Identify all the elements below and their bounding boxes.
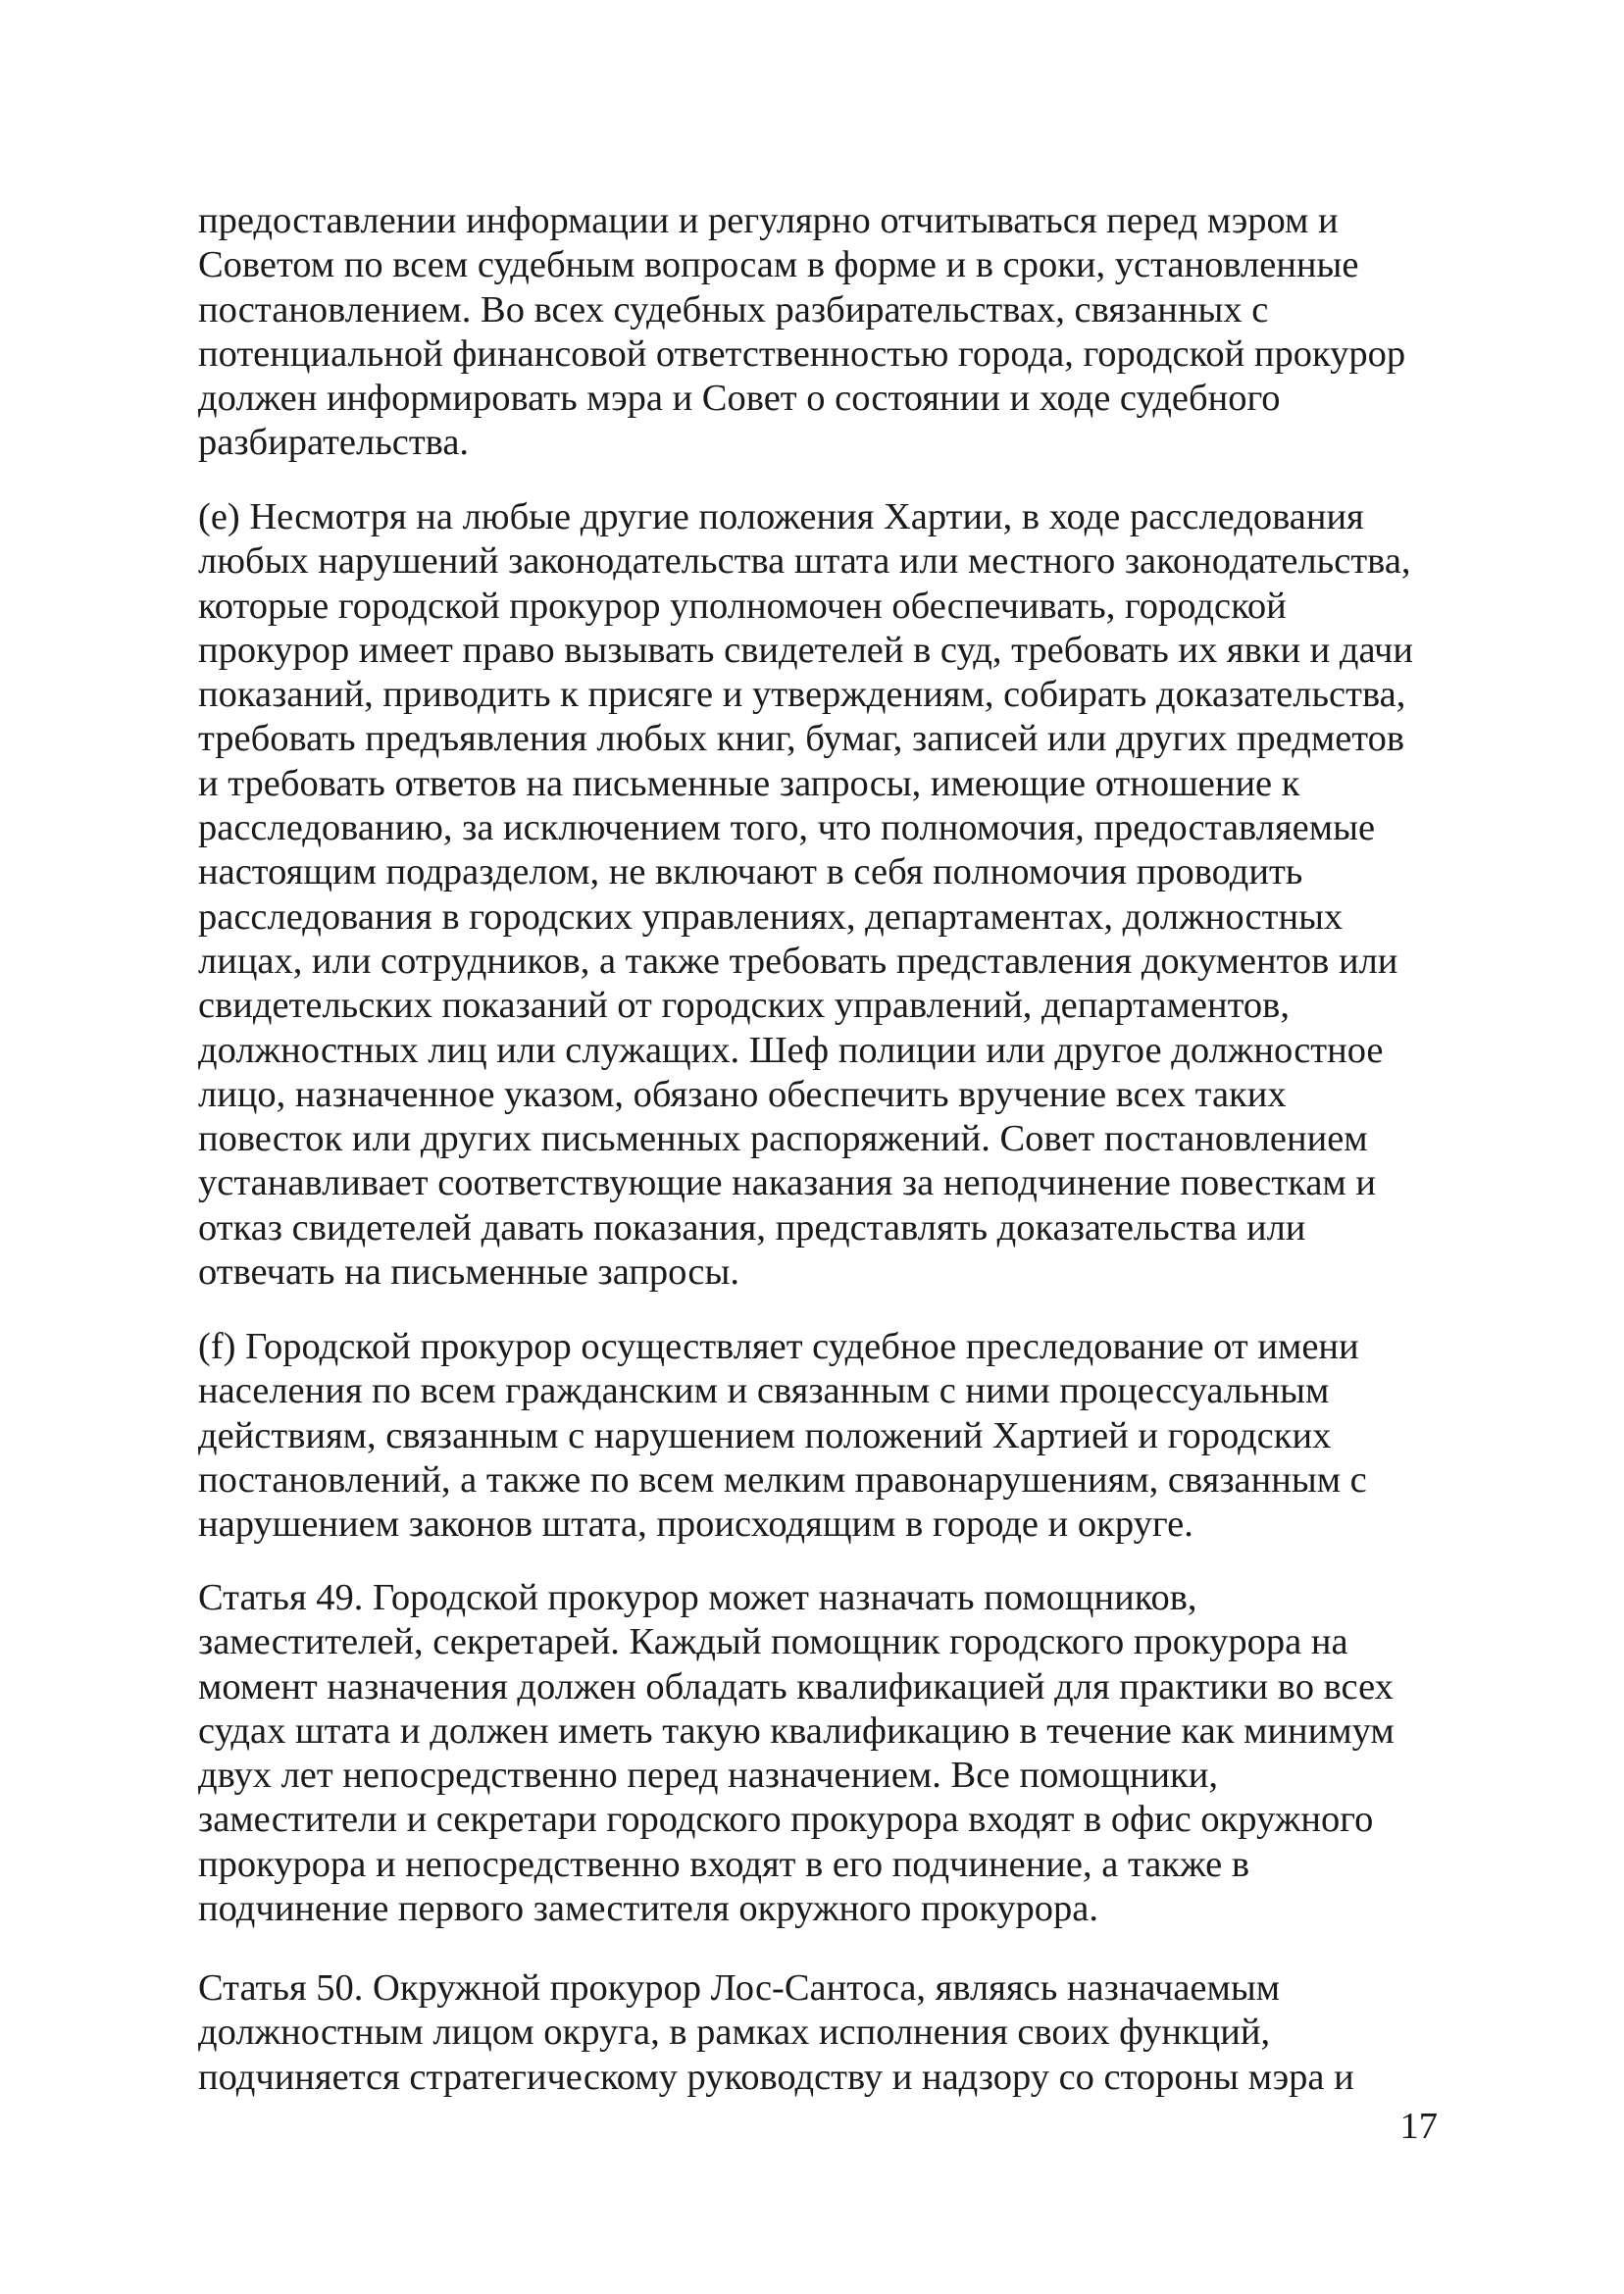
- text-line: населения по всем гражданским и связанным с ними процессуальным: [198, 1370, 1330, 1412]
- text-line: настоящим подразделом, не включают в себя полномочия проводить: [198, 851, 1303, 893]
- text-line: (e) Несмотря на любые другие положения Хартии, в ходе расследования: [198, 496, 1364, 537]
- text-line: требовать предъявления любых книг, бумаг, записей или других предметов: [198, 718, 1405, 760]
- text-line: прокурор имеет право вызывать свидетелей в суд, требовать их явки и дачи: [198, 629, 1414, 671]
- text-line: (f) Городской прокурор осуществляет судебное преследование от имени: [198, 1326, 1359, 1367]
- text-line: должностным лицом округа, в рамках исполнения своих функций,: [198, 2012, 1271, 2054]
- text-line: Статья 49. Городской прокурор может назначать помощников,: [198, 1577, 1197, 1618]
- text-line: потенциальной финансовой ответственностью города, городской прокурор: [198, 332, 1406, 375]
- text-line: отвечать на письменные запросы.: [198, 1251, 739, 1294]
- page-number: 17: [1399, 2106, 1438, 2147]
- text-line: любых нарушений законодательства штата или местного законодательства,: [198, 540, 1411, 583]
- paragraph-article-49: [198, 1576, 1473, 1931]
- text-line: которые городской прокурор уполномочен обеспечивать, городской: [198, 585, 1287, 627]
- text-line: заместители и секретари городского прокурора входят в офис окружного: [198, 1799, 1374, 1841]
- text-line: постановлений, а также по всем мелким правонарушениям, связанным с: [198, 1458, 1367, 1501]
- text-line: постановлением. Во всех судебных разбирательствах, связанных с: [198, 288, 1269, 331]
- text-line: подчинение первого заместителя окружного прокурора.: [198, 1888, 1098, 1930]
- text-line: и требовать ответов на письменные запросы, имеющие отношение к: [198, 762, 1300, 804]
- text-line: судах штата и должен иметь такую квалификацию в течение как минимум: [198, 1709, 1395, 1752]
- text-line: действиям, связанным с нарушением положений Хартией и городских: [198, 1414, 1332, 1456]
- text-line: лицо, назначенное указом, обязано обеспечить вручение всех таких: [198, 1073, 1287, 1115]
- text-line: должностных лиц или служащих. Шеф полиции или другое должностное: [198, 1029, 1384, 1071]
- paragraph-reporting-duties: [198, 199, 1473, 466]
- text-line: прокурора и непосредственно входят в его подчинение, а также в: [198, 1843, 1250, 1885]
- text-line: подчиняется стратегическому руководству и надзору со стороны мэра и: [198, 2056, 1354, 2098]
- text-line: заместителей, секретарей. Каждый помощник городского прокурора на: [198, 1621, 1348, 1663]
- text-line: свидетельских показаний от городских управлений, департаментов,: [198, 985, 1290, 1027]
- text-line: показаний, приводить к присяге и утверждениям, собирать доказательства,: [198, 674, 1406, 716]
- text-line: должен информировать мэра и Совет о состоянии и ходе судебного: [198, 378, 1281, 420]
- text-line: предоставлении информации и регулярно отчитываться перед мэром и: [198, 200, 1339, 241]
- text-line: устанавливает соответствующие наказания за неподчинение повесткам и: [198, 1162, 1377, 1204]
- text-line: расследованию, за исключением того, что полномочия, предоставляемые: [198, 807, 1376, 849]
- text-line: отказ свидетелей давать показания, представлять доказательства или: [198, 1206, 1306, 1249]
- text-line: момент назначения должен обладать квалификацией для практики во всех: [198, 1665, 1394, 1708]
- paragraph-subsection-e: [198, 495, 1473, 1295]
- text-line: расследования в городских управлениях, департаментах, должностных: [198, 895, 1344, 938]
- paragraph-article-50: [198, 1966, 1473, 2100]
- paragraph-subsection-f: [198, 1325, 1473, 1547]
- text-line: повесток или других письменных распоряжений. Совет постановлением: [198, 1118, 1368, 1160]
- text-line: Статья 50. Окружной прокурор Лос-Сантоса, являясь назначаемым: [198, 1967, 1281, 2009]
- text-line: лицах, или сотрудников, а также требовать представления документов или: [198, 940, 1398, 982]
- text-line: двух лет непосредственно перед назначением. Все помощники,: [198, 1755, 1218, 1797]
- text-line: разбирательства.: [198, 422, 470, 464]
- text-line: нарушением законов штата, происходящим в городе и округе.: [198, 1504, 1193, 1546]
- text-line: Советом по всем судебным вопросам в форме и в сроки, установленные: [198, 244, 1359, 286]
